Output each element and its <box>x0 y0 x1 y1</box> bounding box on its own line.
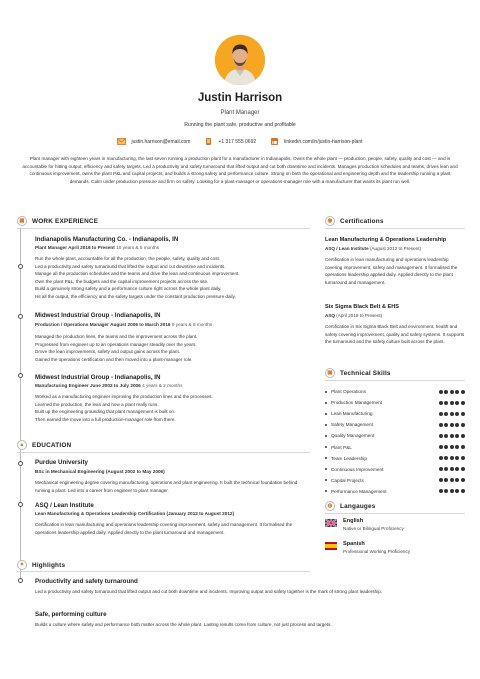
briefcase-icon: ▦ <box>17 216 27 226</box>
rating-dot <box>461 489 465 493</box>
skill-row: Plant P&L <box>325 441 465 452</box>
rating-dot <box>444 423 448 427</box>
timeline-dot <box>18 461 23 466</box>
rating-dot <box>455 434 459 438</box>
skill-rating <box>439 489 465 493</box>
highlight-text: Builds a culture where safety and performance both matter across the whole plant. Lasting results come from culture, not just process and targets. <box>35 622 332 627</box>
rating-dot <box>461 412 465 416</box>
rating-dot <box>444 434 448 438</box>
rating-dot <box>450 412 454 416</box>
rating-dot <box>439 434 443 438</box>
certifications-heading: ◉ Certifications <box>325 216 384 226</box>
language-name: English <box>343 518 364 524</box>
avatar <box>215 35 265 85</box>
certification-description: Certification in lean manufacturing and operations leadership covering improvement, safety and management. It formalised the operations leadership applied daily. Applied directly to the plant turnaround and management. <box>325 257 458 285</box>
rating-dot <box>439 467 443 471</box>
bullet-line: Drove the lean improvements, safety and output gains across the plant. <box>35 349 181 355</box>
section-divider <box>17 452 310 453</box>
rating-dot <box>461 456 465 460</box>
graduation-cap-icon: ▲ <box>17 440 27 450</box>
bullet-line: Own the plant P&L, the budgets and the capital improvement projects across the site. <box>35 278 209 284</box>
rating-dot <box>439 401 443 405</box>
timeline-dot <box>18 373 23 378</box>
language-level: Professional Working Proficiency <box>343 549 411 554</box>
rating-dot <box>439 456 443 460</box>
skill-row: Quality Management <box>325 430 465 441</box>
rating-dot <box>450 456 454 460</box>
certification-issuer: ASQ (April 2019 to Present) <box>325 313 383 318</box>
section-divider <box>325 228 465 229</box>
timeline-dot <box>18 502 23 507</box>
experience-bullets <box>35 333 315 363</box>
contact-phone[interactable] <box>204 138 256 145</box>
skill-row: Lean Manufacturing <box>325 408 465 419</box>
section-divider <box>17 571 310 572</box>
rating-dot <box>450 445 454 449</box>
tagline: Running the plant safe, productive and profitable <box>184 122 296 128</box>
skill-row: Team Leadership <box>325 453 465 464</box>
rating-dot <box>439 412 443 416</box>
linkedin-icon <box>270 138 279 145</box>
language-name: Spanish <box>343 541 365 547</box>
skill-row: Continuous Improvement <box>325 464 465 475</box>
skill-rating <box>439 390 465 394</box>
experience-bullets <box>35 255 315 301</box>
work-experience-heading: ▦ WORK EXPERIENCE <box>17 216 98 226</box>
education-school: ASQ / Lean Institute <box>35 502 94 509</box>
rating-dot <box>450 489 454 493</box>
rating-dot <box>444 478 448 482</box>
phone-icon <box>204 138 213 145</box>
skill-row: Production Management <box>325 397 465 408</box>
rating-dot <box>450 467 454 471</box>
education-degree: BSc in Mechanical Engineering (August 2002 to May 2006) <box>35 469 165 474</box>
rating-dot <box>450 401 454 405</box>
skill-rating <box>439 445 465 449</box>
job-title: Plant Manager <box>220 110 260 116</box>
rating-dot <box>439 390 443 394</box>
education-degree: Lean Manufacturing & Operations Leadership Certification (January 2012 to August 2012) <box>35 511 235 516</box>
language-level: Native or Bilingual Proficiency <box>343 526 404 531</box>
rating-dot <box>455 467 459 471</box>
skill-rating <box>439 456 465 460</box>
section-divider <box>17 228 310 229</box>
rating-dot <box>461 423 465 427</box>
education-school: Purdue University <box>35 459 88 466</box>
phone-text: +1 317 555 0692 <box>218 138 257 145</box>
bullet-line: Built up the engineering grounding that plant management is built on. <box>35 409 176 415</box>
section-divider <box>325 380 465 381</box>
highlight-text: Led a productivity and safety turnaround that lifted output and cut both downtime and incidents. Improving output and safety together is the mark of strong plant leadership. <box>35 589 383 594</box>
bullet-line: Managed the production lines, the teams and the improvement across the plant. <box>35 334 198 339</box>
certification-issuer: ASQ / Lean Institute (August 2012 to Present) <box>325 246 422 251</box>
education-heading: ▲ EDUCATION <box>17 440 71 450</box>
highlights-heading: ✦ Highlights <box>17 560 65 570</box>
bullet-line: Gained the operations certification and then moved into a plant-manager role. <box>35 356 193 362</box>
timeline-dot <box>18 264 23 269</box>
rating-dot <box>444 412 448 416</box>
certification-description: Certification in Six Sigma Black Belt and environment, health and safety covering improvement, quality and safety systems. It supports the turnaround and the safety culture built across the plant. <box>325 324 465 344</box>
uk-flag-icon <box>325 519 337 527</box>
skill-row: Plant Operations <box>325 386 465 397</box>
rating-dot <box>455 412 459 416</box>
skills-list <box>325 386 465 497</box>
technical-skills-heading: ▣ Technical Skills <box>325 368 391 378</box>
education-description: Mechanical engineering degree covering manufacturing, operations and plant engineering. It built the technical foundation behind running a plant. Led into a career from engineer to plant manager. <box>35 480 298 493</box>
rating-dot <box>461 478 465 482</box>
rating-dot <box>455 456 459 460</box>
rating-dot <box>444 445 448 449</box>
rating-dot <box>439 423 443 427</box>
bullet-line: Manage all the production schedules and the teams and drive the lean and continuous improvement. <box>35 271 240 277</box>
bullet-line: Build a genuinely strong safety and a performance culture right across the whole plant daily. <box>35 286 222 292</box>
timeline-dot <box>18 314 23 319</box>
highlight-title: Safe, performing culture <box>35 611 107 618</box>
bullet-line: Learned the production, the lean and how a plant really runs. <box>35 401 159 407</box>
linkedin-text: linkedin.com/in/justin-harrison-plant <box>284 138 363 145</box>
rating-dot <box>444 489 448 493</box>
certification-title: Six Sigma Black Belt & EHS <box>325 304 399 310</box>
rating-dot <box>439 445 443 449</box>
contact-email[interactable] <box>117 138 190 145</box>
rating-dot <box>455 445 459 449</box>
globe-icon: ◍ <box>325 501 335 511</box>
skill-row: Capital Projects <box>325 475 465 486</box>
rating-dot <box>450 478 454 482</box>
rating-dot <box>455 489 459 493</box>
bullet-line: Progressed from engineer up to an operations manager steadily over the years. <box>35 341 197 347</box>
bullet-line: Led a productivity and safety turnaround that lifted the output and cut downtime and incidents. <box>35 263 226 269</box>
experience-company: Midwest Industrial Group - Indianapolis, IN <box>35 312 161 319</box>
contact-bar <box>0 138 480 145</box>
timeline-dot <box>18 578 23 583</box>
profile-summary: Plant manager with eighteen years in manufacturing, the last seven running a production plant for a manufacturer in Indianapolis. Owns the whole plant — production, people, safety, quality and cost — and is accountable for hitting output, efficiency and safety targets. Led a productivity and safety turnaround that lifted output and cut both downtime and incidents. Manages production schedules and teams, drives lean and continuous improvement, owns the plant P&L and capital projects, and builds a strong safety and performance culture. Strong on both the operational and engineering depth and the leadership running a plant demands. Calm under production pressure and firm on safety. Looking for a plant-manager or operations-manager role with a manufacturer that wants its plant run well. <box>22 156 458 184</box>
rating-dot <box>450 390 454 394</box>
experience-role: Manufacturing Engineer June 2002 to July 2006 4 years & 2 months <box>35 383 183 388</box>
experience-role: Plant Manager April 2016 to Present 10 years & 5 months <box>35 245 160 250</box>
skill-rating <box>439 478 465 482</box>
rating-dot <box>461 434 465 438</box>
rating-dot <box>461 390 465 394</box>
rating-dot <box>461 445 465 449</box>
rating-dot <box>444 467 448 471</box>
rating-dot <box>455 423 459 427</box>
rating-dot <box>461 467 465 471</box>
rating-dot <box>455 401 459 405</box>
certification-title: Lean Manufacturing & Operations Leadership <box>325 237 447 243</box>
toolbox-icon: ▣ <box>325 368 335 378</box>
bullet-line: Then earned the move into a full production-manager role from there. <box>35 416 176 422</box>
skill-row: Safety Management <box>325 419 465 430</box>
rating-dot <box>444 456 448 460</box>
skill-rating <box>439 401 465 405</box>
email-icon <box>117 138 126 145</box>
section-divider <box>325 513 465 514</box>
rating-dot <box>439 489 443 493</box>
rating-dot <box>444 401 448 405</box>
rating-dot <box>450 434 454 438</box>
email-text: justin.harrison@email.com <box>131 138 191 145</box>
candidate-name: Justin Harrison <box>197 92 283 104</box>
spain-flag-icon <box>325 542 337 550</box>
rating-dot <box>455 478 459 482</box>
experience-role: Production / Operations Manager August 2006 to March 2016 9 years & 8 months <box>35 322 213 327</box>
contact-linkedin[interactable] <box>270 138 362 145</box>
skill-rating <box>439 467 465 471</box>
experience-company: Midwest Industrial Group - Indianapolis, IN <box>35 374 161 381</box>
bullet-line: Run the whole plant, accountable for all the production, the people, safety, quality and cost. <box>35 256 221 261</box>
bullet-line: Worked as a manufacturing engineer improving the production lines and the processes. <box>35 394 213 399</box>
skill-row: Performance Management <box>325 486 465 497</box>
rating-dot <box>455 390 459 394</box>
rating-dot <box>461 401 465 405</box>
highlight-title: Productivity and safety turnaround <box>35 578 138 585</box>
experience-company: Indianapolis Manufacturing Co. - Indianapolis, IN <box>35 236 179 243</box>
certificate-icon: ◉ <box>325 216 335 226</box>
rating-dot <box>439 478 443 482</box>
skill-rating <box>439 412 465 416</box>
education-description: Certification in lean manufacturing and operations leadership covering improvement, safety and management. It formalised the operations leadership applied daily. Applied directly to the plant turnaround and management. <box>35 522 293 535</box>
timeline-line <box>20 228 21 583</box>
skill-rating <box>439 434 465 438</box>
language-item <box>325 541 410 554</box>
experience-bullets <box>35 393 315 423</box>
bullet-line: Hit all the output, the efficiency and the safety targets under the constant production pressure daily. <box>35 293 236 299</box>
lightbulb-icon: ✦ <box>17 560 27 570</box>
profile-photo <box>215 35 265 85</box>
skill-rating <box>439 423 465 427</box>
language-item <box>325 518 404 531</box>
rating-dot <box>444 390 448 394</box>
rating-dot <box>450 423 454 427</box>
languages-heading: ◍ Langauges <box>325 501 376 511</box>
